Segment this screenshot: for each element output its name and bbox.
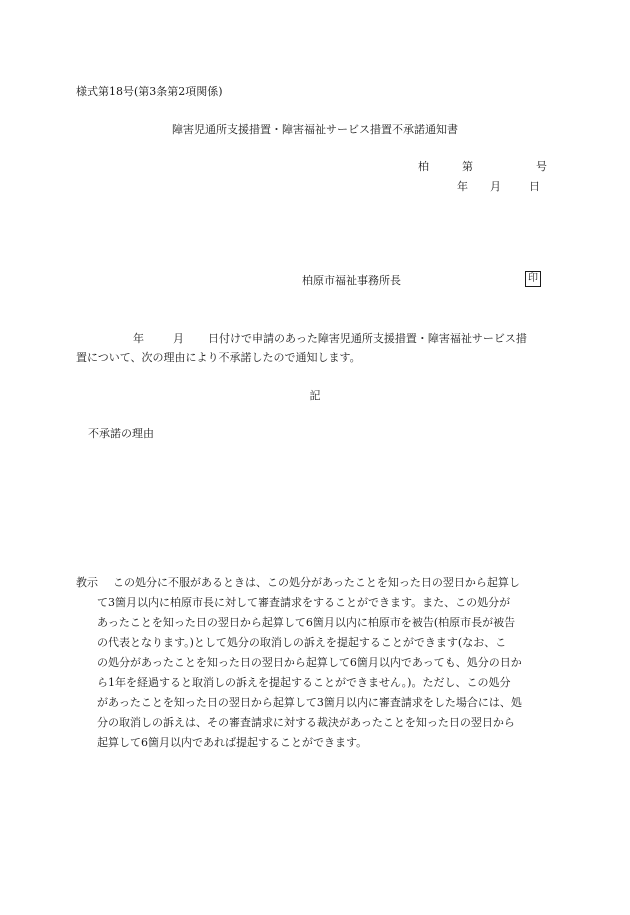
- instruction-line: この処分に不服があるときは、この処分があったことを知った日の翌日から起算し: [113, 576, 520, 589]
- reference-dai: 第: [462, 160, 473, 173]
- document-title: 障害児通所支援措置・障害福祉サービス措置不承諾通知書: [172, 123, 458, 136]
- instruction-line: 分の取消しの訴えは、その審査請求に対する裁決があったことを知った日の翌日から: [97, 716, 515, 729]
- instruction-line: ら1年を経過すると取消しの訴えを提起することができません。)。ただし、この処分: [97, 676, 511, 689]
- body-month: 月: [173, 332, 184, 345]
- reference-number: [418, 161, 547, 172]
- instruction-line: があったことを知った日の翌日から起算して3箇月以内に審査請求をした場合には、処: [97, 696, 522, 709]
- ki-heading: 記: [309, 389, 321, 402]
- seal-stamp: 印: [525, 271, 541, 287]
- form-number: 様式第18号(第3条第2項関係): [76, 85, 223, 98]
- instruction-line: の処分があったことを知った日の翌日から起算して6箇月以内であっても、処分の日か: [97, 656, 522, 669]
- instruction-line: 起算して6箇月以内であれば提起することができます。: [97, 736, 368, 749]
- date-year: 年: [457, 180, 468, 193]
- body-line-1: [133, 333, 527, 344]
- body-line-2: 置について、次の理由により不承諾したので通知します。: [76, 351, 361, 364]
- instruction-label: 教示: [76, 576, 98, 589]
- issue-date: [457, 181, 540, 192]
- instruction-line: の代表となります。)として処分の取消しの訴えを提起することができます(なお、こ: [97, 636, 507, 649]
- date-month: 月: [490, 180, 501, 193]
- date-day: 日: [529, 180, 540, 193]
- body-text-1: 日付けで申請のあった障害児通所支援措置・障害福祉サービス措: [208, 332, 527, 345]
- instruction-line: あったことを知った日の翌日から起算して6箇月以内に柏原市を被告(柏原市長が被告: [97, 616, 516, 629]
- body-year: 年: [133, 332, 144, 345]
- reference-go: 号: [536, 160, 547, 173]
- instruction-line: て3箇月以内に柏原市長に対して審査請求をすることができます。また、この処分が: [97, 596, 511, 609]
- issuer-name: 柏原市福祉事務所長: [302, 274, 401, 287]
- reason-label: 不承諾の理由: [88, 427, 154, 440]
- reference-prefix: 柏: [418, 160, 429, 173]
